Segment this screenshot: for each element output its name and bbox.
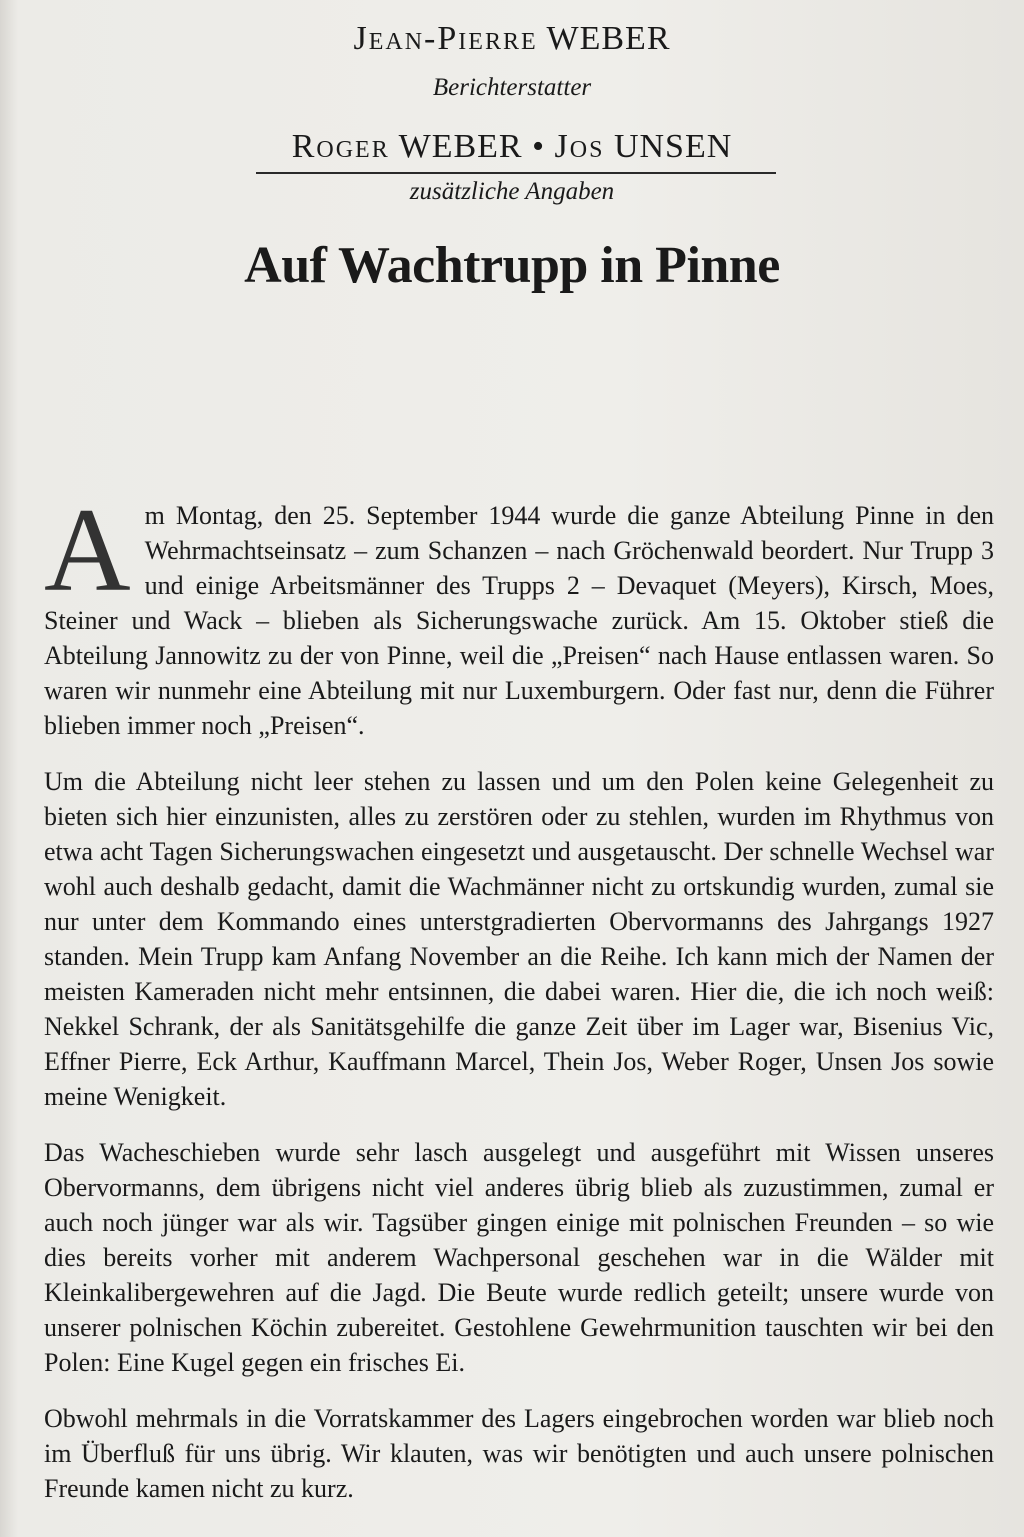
article-body [44, 483, 994, 1527]
paragraph-4: Obwohl mehrmals in die Vorratskammer des Lagers eingebrochen worden war blieb noch im Überfluß für uns übrig. Wir klauten, was wir benötigten und auch unsere polnischen Freunde kamen nicht zu kurz. [44, 1404, 994, 1503]
author-role: Berichterstatter [432, 74, 592, 101]
paragraph-1 [44, 483, 994, 743]
article-title: Auf Wachtrupp in Pinne [244, 237, 780, 294]
paragraph-3: Das Wacheschieben wurde sehr lasch ausgelegt und ausgeführt mit Wissen unseres Obervormanns, dem übrigens nicht viel anderes übrig blieb als zuzustimmen, zumal er auch noch jünger war als wir. Tagsüber gingen einige mit polnischen Freunden – so wie dies bereits vorher mit anderem Wachpersonal geschehen war in die Wälder mit Kleinkalibergewehren auf die Jagd. Die Beute wurde redlich geteilt; unsere wurde von unserer polnischen Köchin zubereitet. Gestohlene Gewehrmunition tauschten wir bei den Polen: Eine Kugel gegen ein frisches Ei. [44, 1138, 994, 1377]
contributor2-first-name: Jos [554, 128, 605, 165]
author-first-name: Jean-Pierre [353, 20, 538, 57]
contributor1-first-name: Roger [291, 128, 390, 165]
paragraph-2: Um die Abteilung nicht leer stehen zu lassen und um den Polen keine Gelegenheit zu bieten sich hier einzunisten, alles zu zerstören oder zu stehlen, wurden im Rhythmus von etwa acht Tagen Sicherungswachen eingesetzt und ausgetauscht. Der schnelle Wechsel war wohl auch deshalb gedacht, damit die Wachmänner nicht zu ortskundig wurden, zumal sie nur unter dem Kommando eines unterstgradierten Obervormanns des Jahrgangs 1927 standen. Mein Trupp kam Anfang November an die Reihe. Ich kann mich der Namen der meisten Kameraden nicht mehr entsinnen, die dabei waren. Hier die, die ich noch weiß: Nekkel Schrank, der als Sanitätsgehilfe die ganze Zeit über im Lager war, Bisenius Vic, Effner Pierre, Eck Arthur, Kauffmann Marcel, Thein Jos, Weber Roger, Unsen Jos sowie meine Wenigkeit. [44, 767, 994, 1111]
separator-bullet: • [532, 128, 546, 165]
contributor2-last-name: UNSEN [613, 128, 733, 165]
contributor1-last-name: WEBER [398, 128, 523, 165]
contributors-line [0, 130, 1024, 164]
author-line [0, 22, 1024, 56]
author-last-name: WEBER [546, 20, 671, 57]
contributors-underline [256, 172, 776, 174]
paragraph-1-text: m Montag, den 25. September 1944 wurde die ganze Abteilung Pinne in den Wehrmachtseinsatz – zum Schanzen – nach Gröchenwald beordert. Nur Trupp 3 und einige Arbeitsmänner des Trupps 2 – Devaquet (Meyers), Kirsch, Moes, Steiner und Wack – blieben als Sicherungswache zurück. Am 15. Oktober stieß die Abteilung Jannowitz zu der von Pinne, weil die „Preisen“ nach Hause entlassen waren. So waren wir nunmehr eine Abteilung mit nur Luxemburgern. Oder fast nur, denn die Führer blieben immer noch „Preisen“. [44, 501, 994, 740]
contributors-role: zusätzliche Angaben [409, 178, 615, 205]
drop-cap: A [44, 483, 131, 616]
